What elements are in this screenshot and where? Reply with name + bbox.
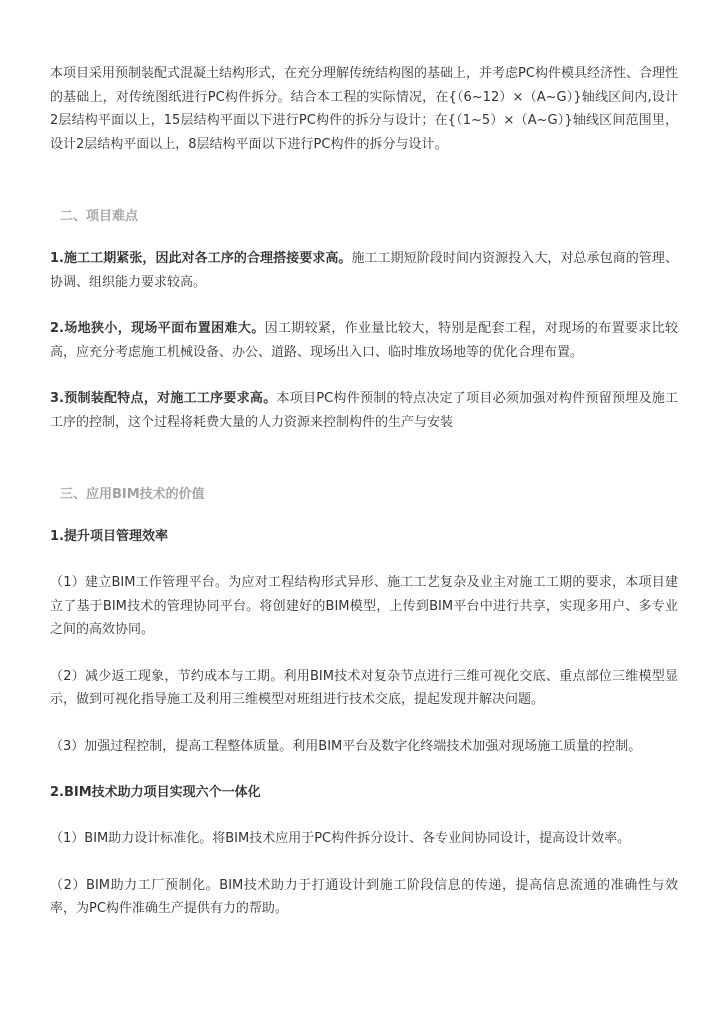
intro-paragraph: 本项目采用预制装配式混凝土结构形式，在充分理解传统结构图的基础上，并考虑PC构件模具经济性、合理性的基础上，对传统图纸进行PC构件拆分。结合本工程的实际情况，在{（6~12）×（A~G）}轴线区间内,设计 2层结构平面以上，15层结构平面以下进行PC构件的拆分与设计；在{（1~5）×（A~G）}轴线区间范围里，设计2层结构平面以上，8层结构平面以下进行PC构件的拆分与设计。 [50, 66, 678, 152]
efficiency-para-3: （3）加强过程控制，提高工程整体质量。利用BIM平台及数字化终端技术加强对现场施工质量的控制。 [50, 738, 642, 754]
subheading-six-integration: 2.BIM技术助力项目实现六个一体化 [50, 785, 261, 800]
integration-para-1: （1）BIM助力设计标准化。将BIM技术应用于PC构件拆分设计、各专业间协同设计，提高设计效率。 [50, 831, 631, 846]
article-body [50, 62, 678, 921]
section-heading-bim-value: 三、应用BIM技术的价值 [60, 487, 205, 502]
difficulty-lead-2: 2.场地狭小，现场平面布置困难大。 [50, 321, 265, 336]
efficiency-para-2: （2）减少返工现象，节约成本与工期。利用BIM技术对复杂节点进行三维可视化交底、重点部位三维模型显示，做到可视化指导施工及利用三维模型对班组进行技术交底，提起发现并解决问题。 [50, 668, 678, 707]
section-heading-difficulties: 二、项目难点 [60, 209, 139, 224]
difficulty-text-3: 本项目PC构件预制的特点决定了项目必须加强对构件预留预埋及施工工序的控制，这个过程将耗费大量的人力资源来控制构件的生产与安装 [50, 391, 679, 430]
integration-para-2: （2）BIM助力工厂预制化。BIM技术助力于打通设计到施工阶段信息的传递，提高信息流通的准确性与效率，为PC构件准确生产提供有力的帮助。 [50, 877, 678, 916]
difficulty-item-1 [50, 247, 678, 294]
difficulty-lead-1: 1.施工工期紧张，因此对各工序的合理搭接要求高。 [50, 251, 352, 266]
difficulty-item-3 [50, 387, 678, 434]
difficulty-text-1: 施工工期短阶段时间内资源投入大，对总承包商的管理、协调、组织能力要求较高。 [50, 251, 678, 290]
difficulty-item-2 [50, 317, 678, 364]
subheading-efficiency: 1.提升项目管理效率 [50, 529, 168, 544]
efficiency-para-1: （1）建立BIM工作管理平台。为应对工程结构形式异形、施工工艺复杂及业主对施工工期的要求，本项目建立了基于BIM技术的管理协同平台。将创建好的BIM模型，上传到BIM平台中进行共享，实现多用户、多专业之间的高效协同。 [50, 575, 678, 637]
difficulty-lead-3: 3.预制装配特点，对施工工序要求高。 [50, 391, 277, 406]
difficulty-text-2: 因工期较紧，作业量比较大，特别是配套工程，对现场的布置要求比较高，应充分考虑施工机械设备、办公、道路、现场出入口、临时堆放场地等的优化合理布置。 [50, 321, 678, 360]
